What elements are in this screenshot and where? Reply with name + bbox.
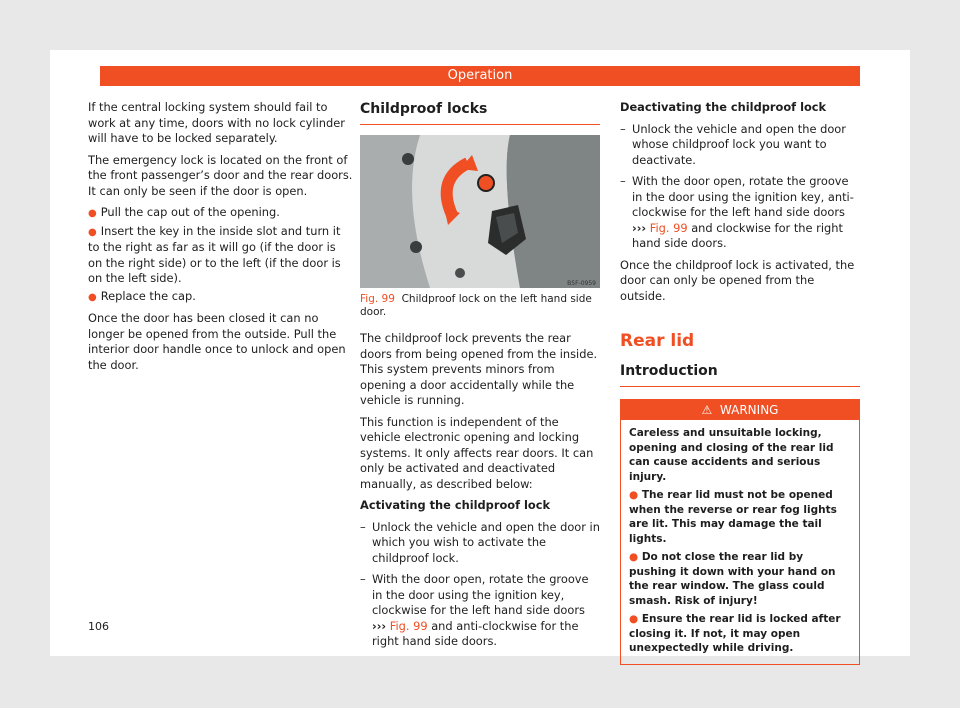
bullet-icon: ● [88,291,97,303]
list-item: ● Insert the key in the inside slot and turn it to the right as far as it will go (if the door is on the right side) or to the left (if the door is on the left side). [88,223,341,285]
warning-box [620,399,860,665]
figure-link[interactable]: Fig. 99 [649,220,688,235]
list-item: – With the door open, rotate the groove in the door using the ignition key, clockwise for the left hand side doors ››› Fig. 99 and anti-clockwise for the right hand side doors. [360,572,589,648]
paragraph: If the central locking system should fail to work at any time, doors with no lock cylinder will have to be locked separately. [88,100,345,145]
section-title: Introduction [620,362,860,387]
figure-label: Fig. 99 [360,293,395,305]
paragraph: This function is independent of the vehicle electronic opening and locking systems. It only affects rear doors. It can only be activated and deactivated manually, as described below: [360,414,594,491]
column-middle [360,100,600,656]
column-right [620,100,860,665]
subheading: Deactivating the childproof lock [620,100,827,114]
caption-text: Childproof lock on the left hand side door. [360,293,592,318]
bullet-icon: ● [88,226,97,238]
list-item: – With the door open, rotate the groove in the door using the ignition key, anti-clockwise for the left hand side doors ››› Fig. 99 and clockwise for the right hand side doors. [620,174,854,250]
list-item: ● Ensure the rear lid is locked after closing it. If not, it may open unexpectedly while driving. [629,613,841,654]
list-item: ● The rear lid must not be opened when the reverse or rear fog lights are lit. This may damage the tail lights. [629,489,837,545]
door-lock-illustration [360,135,600,288]
column-left [88,100,353,379]
list-item: ● Do not close the rear lid by pushing it down with your hand on the rear window. The glass could smash. Risk of injury! [629,551,836,607]
page-number: 106 [88,620,109,633]
figure-link[interactable]: Fig. 99 [389,618,428,633]
bullet-icon: ● [629,551,639,563]
list-item: – Unlock the vehicle and open the door whose childproof lock you want to deactivate. [620,121,846,167]
section-title: Childproof locks [360,100,600,125]
paragraph: Once the childproof lock is activated, the door can only be opened from the outside. [620,257,855,303]
paragraph: The childproof lock prevents the rear doors from being opened from the inside. This system prevents minors from opening a door accidentally while the vehicle is running. [360,331,598,407]
page-header: Operation [100,66,860,86]
paragraph: Once the door has been closed it can no longer be opened from the outside. Pull the interior door handle once to unlock and open the door. [88,311,346,372]
paragraph: The emergency lock is located on the front of the front passenger’s door and the rear doors. It can only be seen if the door is open. [88,152,353,198]
warning-body [621,420,859,664]
warning-icon: ⚠ [701,403,713,417]
figure-childproof-lock [360,135,600,288]
paragraph: Careless and unsuitable locking, opening and closing of the rear lid can cause accidents and serious injury. [629,427,834,483]
bullet-icon: ● [88,208,97,219]
bullet-icon: ● [629,489,639,501]
figure-caption [360,293,600,319]
subheading: Activating the childproof lock [360,498,551,512]
manual-page [50,50,910,656]
list-item: ● Pull the cap out of the opening. [88,205,280,219]
bullet-icon: ● [629,613,639,625]
chapter-title: Rear lid [620,331,695,351]
figure-code: B5F-0959 [567,280,596,287]
list-item: ● Replace the cap. [88,288,196,303]
warning-header: ⚠ WARNING [621,400,859,420]
list-item: – Unlock the vehicle and open the door in which you wish to activate the childproof lock. [360,519,600,565]
